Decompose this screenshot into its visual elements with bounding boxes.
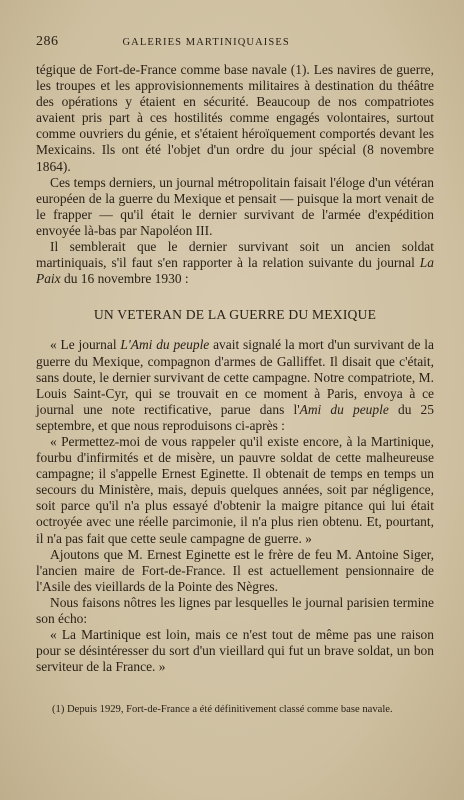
newspaper-title: La Paix <box>36 255 434 287</box>
paragraph: Nous faisons nôtres les lignes par lesquelles le journal parisien termine son écho: <box>36 594 434 626</box>
page-body <box>36 62 434 675</box>
paragraph: Ces temps derniers, un journal métropolitain faisait l'éloge d'un vétéran européen de la guerre du Mexique et pensait — puisque la mort venait de le frapper — qu'il était le dernier survivant de l'armée d'expédition envoyée là-bas par Napoléon III. <box>36 174 434 238</box>
paragraph-text: du 25 septembre, et que nous reproduisons ci-après : <box>36 401 434 433</box>
quoted-article <box>36 337 434 675</box>
paragraph: tégique de Fort-de-France comme base navale (1). Les navires de guerre, les troupes et les approvisionnements militaires à destination du théâtre des opérations y étaient en sécurité. Beaucoup de nos compatriotes avaient pris part à ces hostilités comme engagés volontaires, surtout comme ouvriers du génie, et s'étaient héroïquement comportés devant les Mexicains. Ils ont été l'objet d'un ordre du jour spécial (8 novembre 1864). <box>36 62 434 174</box>
paragraph: Ajoutons que M. Ernest Eginette est le frère de feu M. Antoine Siger, l'ancien maire de Fort-de-France. Il est actuellement pensionnaire de l'Asile des vieillards de la Pointe des Nègres. <box>36 546 434 594</box>
paragraph: « Permettez-moi de vous rappeler qu'il existe encore, à la Martinique, fourbu d'infirmités et de misère, un pauvre soldat de cette malheureuse campagne; il s'appelle Ernest Eginette. Il obtenait de temps en temps un secours du Ministère, mais, depuis quelques années, soit par négligence, soit parce qu'il n'a plus essayé d'obtenir la maigre pitance qui lui était octroyée avec une réelle parcimonie, il n'a plus rien obtenu. Et, pourtant, il n'a pas fait que cette seule campagne de guerre. » <box>36 433 434 546</box>
newspaper-title: L'Ami du peuple <box>120 337 210 353</box>
section-title: UN VETERAN DE LA GUERRE DU MEXIQUE <box>93 307 377 323</box>
newspaper-title: Ami du peuple <box>299 401 389 417</box>
paragraph <box>36 337 434 434</box>
running-title: GALERIES MARTINIQUAISES <box>122 37 290 48</box>
paragraph-text: Il semblerait que le dernier survivant soit un ancien soldat martiniquais, s'il faut s'en rapporter à la relation suivante du journal <box>36 239 434 271</box>
paragraph-text: avait signalé la mort d'un survivant de la guerre du Mexique, compagnon d'armes de Galliffet. Il disait que c'était, sans doute, le dernier survivant de cette campagne. Notre compatriote, M. Louis Saint-Cyr, qui se trouvait en ce moment à Paris, envoya à ce journal une note rectificative, parue dans l' <box>36 337 434 417</box>
paragraph: « La Martinique est loin, mais ce n'est tout de même pas une raison pour se désintéresser du sort d'un vieillard qui fut un brave soldat, un bon serviteur de la France. » <box>36 627 434 675</box>
footnote <box>42 703 430 716</box>
paragraph-text: du 16 novembre 1930 : <box>60 271 189 287</box>
paragraph-text: « Le journal <box>50 337 121 353</box>
footnote-text: (1) Depuis 1929, Fort-de-France a été définitivement classé comme base navale. <box>52 704 393 715</box>
paragraph <box>36 239 434 287</box>
page-header <box>36 34 434 50</box>
page-number: 286 <box>36 34 59 49</box>
